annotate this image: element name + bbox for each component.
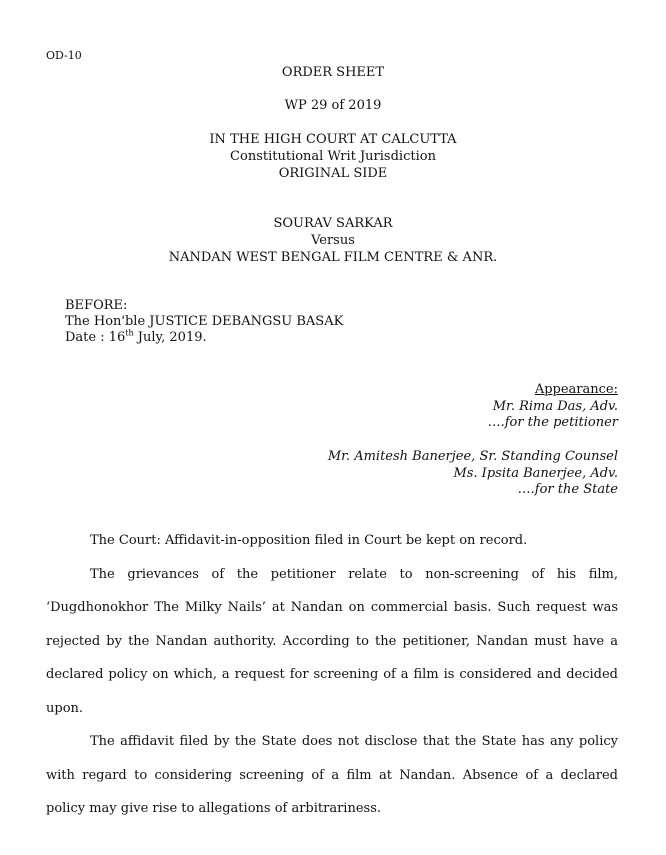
judge-name: The Hon'ble JUSTICE DEBANGSU BASAK [65, 314, 344, 329]
appearance-state [328, 449, 618, 499]
parties [0, 215, 666, 266]
order-body [46, 524, 618, 826]
date-suffix: th [125, 328, 134, 338]
case-number: WP 29 of 2019 [284, 98, 382, 113]
date-rest: July, 2019. [133, 330, 207, 345]
body-paragraph-2: The grievances of the petitioner relate to non-screening of his film, ‘Dugdhonokhor The Milky Nails’ at Nandan on commercial basis. Such request was rejected by the Nandan authority. According to the petitioner, Nandan must have a declared policy on which, a request for screening of a film is considered and decided upon. [46, 566, 618, 716]
petitioner-counsel: Mr. Rima Das, Adv. [492, 398, 618, 414]
petitioner-for: ….for the petitioner [487, 415, 618, 430]
jurisdiction: Constitutional Writ Jurisdiction [230, 149, 436, 164]
body-paragraph-3: The affidavit filed by the State does not disclose that the State has any policy with regard to considering screening of a film at Nandan. Absence of a declared policy may give rise to allegations of arbitrariness. [46, 734, 618, 816]
bench-block [65, 298, 343, 346]
order-date [65, 330, 343, 346]
order-sheet-title: ORDER SHEET [281, 65, 385, 80]
state-counsel-1: Mr. Amitesh Banerjee, Sr. Standing Counsel [327, 449, 618, 464]
petitioner-name: SOURAV SARKAR [273, 216, 393, 231]
respondent-name: NANDAN WEST BENGAL FILM CENTRE & ANR. [168, 250, 498, 265]
body-paragraph-1: The Court: Affidavit-in-opposition filed in Court be kept on record. [90, 533, 528, 548]
appearance-petitioner [488, 382, 618, 432]
state-counsel-2: Ms. Ipsita Banerjee, Adv. [453, 465, 618, 481]
form-code: OD-10 [46, 49, 82, 62]
side: ORIGINAL SIDE [278, 166, 388, 181]
versus-label: Versus [311, 233, 355, 248]
date-prefix: Date : 16 [65, 330, 126, 345]
before-label: BEFORE: [65, 298, 128, 313]
court-heading [0, 131, 666, 182]
court-name: IN THE HIGH COURT AT CALCUTTA [209, 132, 457, 147]
state-for: ….for the State [517, 482, 618, 497]
appearance-heading: Appearance: [534, 382, 618, 397]
